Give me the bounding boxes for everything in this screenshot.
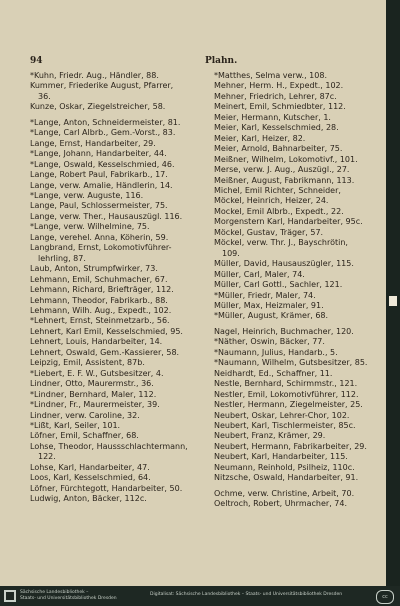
directory-entry: *Näther, Oswin, Bäcker, 77. [214,337,325,347]
directory-entry: Meinert, Emil, Schmiedbter, 112. [214,102,346,112]
directory-entry: *Lange, Johann, Handarbeiter, 44. [30,149,167,159]
directory-entry: Mehner, Friedrich, Lehrer, 87c. [214,91,337,101]
directory-entry: *Müller, Friedr, Maler, 74. [214,290,316,300]
directory-entry: 36. [38,91,51,101]
footer-bar [0,586,400,606]
page-number: 94 [30,56,43,66]
directory-entry: Neubert, Karl, Handarbeiter, 115. [214,452,348,462]
directory-entry: Michel, Emil Richter, Schneider, [214,185,341,195]
directory-entry: Lehnert, Karl Emil, Kesselschmied, 95. [30,326,183,336]
directory-entry: Müller, Carl Gottl., Sachler, 121. [214,280,343,290]
page-header: Plahn. [205,56,238,66]
directory-entry: Lehmann, Richard, Briefträger, 112. [30,285,174,295]
directory-entry: Mehner, Herm. H., Expedt., 102. [214,81,344,91]
directory-entry: Neubert, Oskar, Lehrer-Chor, 102. [214,410,350,420]
directory-entry: *Naumann, Wilhelm, Gutsbesitzer, 85. [214,358,368,368]
directory-entry: Müller, Carl, Maler, 74. [214,269,305,279]
directory-entry: Meier, Arnold, Bahnarbeiter, 75. [214,144,343,154]
directory-entry: Lindner, verw. Caroline, 32. [30,410,140,420]
directory-entry: Morgenstern Karl, Handarbeiter, 95c. [214,217,363,227]
directory-entry: Müller, David, Hausauszügler, 115. [214,259,354,269]
directory-entry: Meißner, August, Fabrikmann, 113. [214,175,355,185]
directory-entry: Laub, Anton, Strumpfwirker, 73. [30,264,158,274]
directory-entry: Nestle, Bernhard, Schirmmstr., 121. [214,379,358,389]
directory-entry: Lange, verw. Amalie, Händlerin, 14. [30,180,173,190]
directory-entry: Lindner, Otto, Maurermstr., 36. [30,379,154,389]
directory-entry: Neubert, Karl, Tischlermeister, 85c. [214,420,356,430]
directory-entry: Lehnert, Louis, Handarbeiter, 14. [30,337,163,347]
footer-institution-line2: Staats- und Universitätsbibliothek Dresden [20,595,117,601]
directory-entry: Meier, Karl, Heizer, 82. [214,133,306,143]
footer-institution-line1: Sächsische Landesbibliothek – [20,590,89,595]
directory-entry: Neidhardt, Ed., Schaffner, 11. [214,368,333,378]
directory-entry: Loos, Karl, Kesselschmied, 64. [30,473,151,483]
directory-entry: Lohse, Theodor, Haussschlachtermann, [30,441,188,451]
directory-entry: Lehmann, Wilh. Aug., Expedt., 102. [30,305,172,315]
directory-entry: Leipzig, Emil, Assistent, 87b. [30,358,145,368]
directory-entry: Möckel, Heinrich, Heizer, 24. [214,196,329,206]
directory-entry: Neubert, Franz, Krämer, 29. [214,431,326,441]
directory-entry: lehrling, 87. [38,253,86,263]
directory-entry: Mockel, Emil Albrb., Expedt., 22. [214,206,344,216]
directory-entry: Lange, Ernst, Handarbeiter, 29. [30,138,156,148]
directory-entry: Meier, Hermann, Kutscher, 1. [214,112,331,122]
library-logo-icon [4,590,16,602]
directory-entry: Lange, Paul, Schlossermeister, 75. [30,201,168,211]
directory-entry: Lohse, Karl, Handarbeiter, 47. [30,462,150,472]
directory-entry: Nitzsche, Oswald, Handarbeiter, 91. [214,473,359,483]
directory-entry: 122. [38,452,56,462]
directory-entry: Kummer, Friederike August, Pfarrer, [30,81,174,91]
directory-entry: *Liebert, E. F. W., Gutsbesitzer, 4. [30,368,164,378]
directory-entry: Möckel, Gustav, Träger, 57. [214,227,324,237]
directory-entry: Müller, Max, Heizmaler, 91. [214,300,324,310]
directory-entry: *Lange, Oswald, Kesselschmied, 46. [30,159,175,169]
directory-entry: Oeltroch, Robert, Uhrmacher, 74. [214,499,348,509]
license-badge[interactable]: cc [376,590,394,604]
directory-entry: Nestler, Hermann, Ziegelmeister, 25. [214,400,363,410]
footer-institution [20,590,117,601]
directory-entry: *Lindner, Fr., Maurermeister, 39. [30,400,160,410]
directory-entry: *Lehnert, Ernst, Steinmetzarb., 56. [30,316,170,326]
directory-entry: Lehnert, Oswald, Gem.-Kassierer, 58. [30,347,180,357]
directory-entry: Ochme, verw. Christine, Arbeit, 70. [214,488,355,498]
right-column [214,71,386,510]
directory-entry: Nestler, Emil, Lokomotivführer, 112. [214,389,359,399]
directory-entry: Löfner, Fürchtegott, Handarbeiter, 50. [30,483,183,493]
scan-border [386,0,400,586]
directory-entry: Lange, verw. Ther., Hausauszügl. 116. [30,211,183,221]
directory-entry: *Lange, verw. Auguste, 116. [30,190,144,200]
directory-entry: Lehmann, Theodor, Fabrikarb., 88. [30,295,168,305]
directory-entry: *Lißt, Karl, Seiler, 101. [30,420,121,430]
directory-entry: Kunze, Oskar, Ziegelstreicher, 58. [30,102,166,112]
directory-entry: Lange, verehel. Anna, Köherin, 59. [30,232,169,242]
directory-entry: *Lange, Anton, Schneidermeister, 81. [30,117,181,127]
directory-entry: Ludwig, Anton, Bäcker, 112c. [30,494,147,504]
directory-entry: Lange, Robert Paul, Fabrikarb., 17. [30,170,168,180]
directory-entry: Möckel, verw. Thr. J., Bayschrötin, [214,238,348,248]
directory-entry: Neubert, Hermann, Fabrikarbeiter, 29. [214,441,367,451]
directory-entry: Löfner, Emil, Schaffner, 68. [30,431,139,441]
footer-citation: Digitalisat: Sächsische Landesbibliothek – Staats- und Universitätsbibliothek Dresden [150,592,343,597]
left-column [30,71,216,505]
directory-entry: *Naumann, Julius, Handarb., 5. [214,347,338,357]
directory-entry: Meier, Karl, Kesselschmied, 28. [214,123,339,133]
directory-entry: *Kuhn, Friedr. Aug., Händler, 88. [30,71,159,80]
directory-entry: 109. [222,248,240,258]
directory-entry: Meißner, Wilhelm, Lokomotivf., 101. [214,154,358,164]
directory-entry: Merse, verw. J. Aug., Auszügl., 27. [214,165,350,175]
directory-entry: Nagel, Heinrich, Buchmacher, 120. [214,326,354,336]
directory-entry: Langbrand, Ernst, Lokomotivführer- [30,243,172,253]
directory-entry: *Lange, verw. Wilhelmine, 75. [30,222,150,232]
directory-entry: *Matthes, Selma verw., 108. [214,71,327,80]
directory-entry: Lehmann, Emil, Schuhmacher, 67. [30,274,168,284]
directory-entry: Neumann, Reinhold, Psilheiz, 110c. [214,462,355,472]
scan-marker [389,296,397,306]
directory-entry: *Müller, August, Krämer, 68. [214,311,329,321]
directory-entry: *Lange, Carl Albrb., Gem.-Vorst., 83. [30,128,176,138]
directory-entry: *Lindner, Bernhard, Maler, 112. [30,389,157,399]
